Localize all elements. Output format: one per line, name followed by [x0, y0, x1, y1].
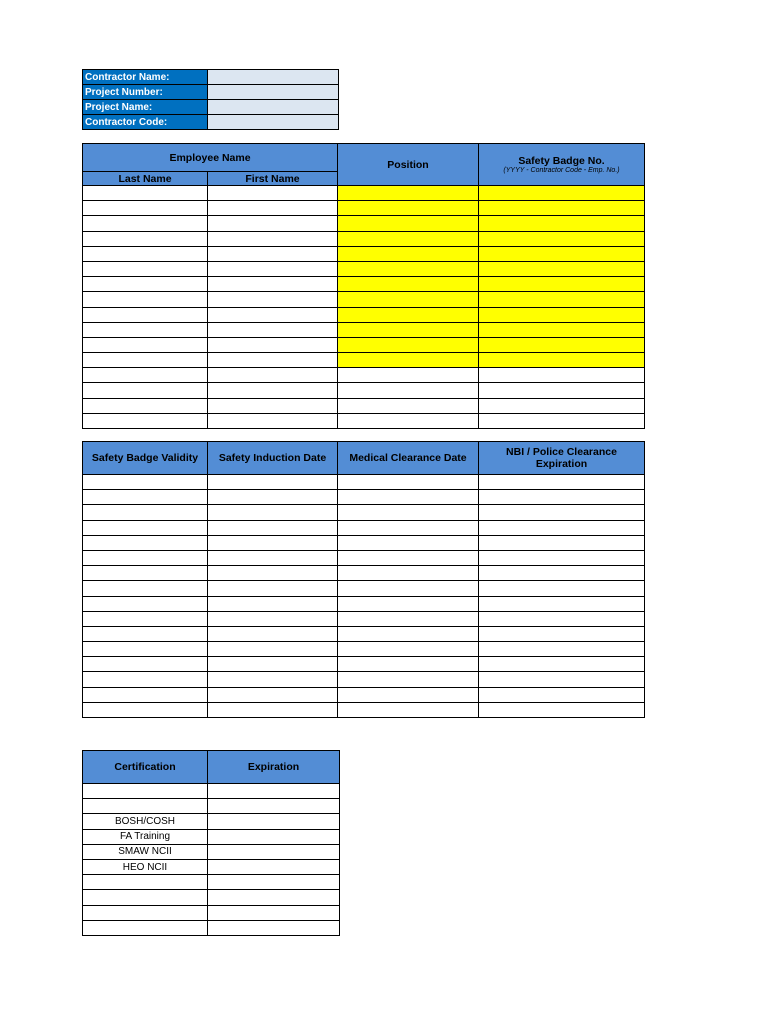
induction-date-cell[interactable] [208, 611, 338, 626]
employee-row [83, 216, 645, 231]
validity-row [83, 596, 645, 611]
medical-clearance-cell[interactable] [338, 535, 479, 550]
position-cell[interactable] [338, 216, 479, 231]
induction-date-cell[interactable] [208, 642, 338, 657]
badge-validity-cell[interactable] [83, 672, 208, 687]
induction-date-cell[interactable] [208, 657, 338, 672]
last-name-cell[interactable] [83, 398, 208, 413]
last-name-header: Last Name [83, 172, 208, 186]
induction-date-cell[interactable] [208, 475, 338, 490]
last-name-cell[interactable] [83, 307, 208, 322]
last-name-cell[interactable] [83, 216, 208, 231]
certification-name-cell: HEO NCII [83, 859, 208, 874]
certification-row [83, 829, 340, 844]
nbi-clearance-cell[interactable] [479, 687, 645, 702]
last-name-cell[interactable] [83, 322, 208, 337]
nbi-clearance-cell[interactable] [479, 535, 645, 550]
medical-clearance-cell[interactable] [338, 520, 479, 535]
induction-date-cell[interactable] [208, 702, 338, 717]
last-name-cell[interactable] [83, 246, 208, 261]
certification-row [83, 875, 340, 890]
nbi-clearance-cell[interactable] [479, 642, 645, 657]
certification-name-cell [83, 799, 208, 814]
first-name-cell[interactable] [208, 413, 338, 428]
employee-row [83, 383, 645, 398]
certification-expiration-cell[interactable] [208, 784, 340, 799]
induction-date-cell[interactable] [208, 550, 338, 565]
validity-row [83, 535, 645, 550]
employee-row [83, 398, 645, 413]
first-name-cell[interactable] [208, 322, 338, 337]
badge-number-cell[interactable] [479, 292, 645, 307]
badge-validity-cell[interactable] [83, 642, 208, 657]
badge-number-cell[interactable] [479, 337, 645, 352]
medical-clearance-cell[interactable] [338, 672, 479, 687]
validity-row [83, 611, 645, 626]
certification-row [83, 844, 340, 859]
project-name-field[interactable] [208, 100, 339, 115]
medical-clearance-cell[interactable] [338, 642, 479, 657]
certification-name-cell: FA Training [83, 829, 208, 844]
medical-clearance-header: Medical Clearance Date [338, 442, 479, 475]
employee-row [83, 368, 645, 383]
project-number-row [83, 85, 339, 100]
medical-clearance-cell[interactable] [338, 581, 479, 596]
first-name-cell[interactable] [208, 353, 338, 368]
last-name-cell[interactable] [83, 201, 208, 216]
badge-validity-cell[interactable] [83, 490, 208, 505]
medical-clearance-cell[interactable] [338, 596, 479, 611]
nbi-clearance-cell[interactable] [479, 475, 645, 490]
position-cell[interactable] [338, 398, 479, 413]
badge-validity-cell[interactable] [83, 520, 208, 535]
badge-number-cell[interactable] [479, 261, 645, 276]
nbi-clearance-cell[interactable] [479, 596, 645, 611]
validity-row [83, 687, 645, 702]
validity-row [83, 490, 645, 505]
employee-row [83, 413, 645, 428]
certification-expiration-cell[interactable] [208, 799, 340, 814]
certification-expiration-cell[interactable] [208, 905, 340, 920]
certification-row [83, 859, 340, 874]
certification-header: Certification [83, 751, 208, 784]
first-name-cell[interactable] [208, 337, 338, 352]
employee-row [83, 307, 645, 322]
validity-table [82, 441, 645, 718]
last-name-cell[interactable] [83, 231, 208, 246]
first-name-cell[interactable] [208, 307, 338, 322]
employee-row [83, 277, 645, 292]
badge-validity-cell[interactable] [83, 626, 208, 641]
medical-clearance-cell[interactable] [338, 626, 479, 641]
badge-validity-cell[interactable] [83, 687, 208, 702]
position-cell[interactable] [338, 383, 479, 398]
nbi-clearance-cell[interactable] [479, 550, 645, 565]
badge-number-cell[interactable] [479, 322, 645, 337]
badge-number-cell[interactable] [479, 383, 645, 398]
certification-expiration-cell[interactable] [208, 814, 340, 829]
certification-name-cell [83, 784, 208, 799]
validity-row [83, 702, 645, 717]
medical-clearance-cell[interactable] [338, 505, 479, 520]
first-name-header: First Name [208, 172, 338, 186]
certification-expiration-cell[interactable] [208, 844, 340, 859]
nbi-clearance-cell[interactable] [479, 657, 645, 672]
validity-row [83, 520, 645, 535]
expiration-header: Expiration [208, 751, 340, 784]
first-name-cell[interactable] [208, 398, 338, 413]
first-name-cell[interactable] [208, 292, 338, 307]
badge-validity-cell[interactable] [83, 657, 208, 672]
badge-validity-cell[interactable] [83, 596, 208, 611]
first-name-cell[interactable] [208, 261, 338, 276]
badge-number-cell[interactable] [479, 368, 645, 383]
last-name-cell[interactable] [83, 261, 208, 276]
employee-name-header: Employee Name [83, 144, 338, 172]
badge-number-cell[interactable] [479, 398, 645, 413]
last-name-cell[interactable] [83, 353, 208, 368]
certification-name-cell [83, 875, 208, 890]
project-name-row [83, 100, 339, 115]
badge-validity-cell[interactable] [83, 566, 208, 581]
nbi-clearance-cell[interactable] [479, 672, 645, 687]
certification-expiration-cell[interactable] [208, 920, 340, 935]
nbi-clearance-cell[interactable] [479, 490, 645, 505]
badge-number-cell[interactable] [479, 353, 645, 368]
contractor-code-field[interactable] [208, 115, 339, 130]
certification-row [83, 784, 340, 799]
first-name-cell[interactable] [208, 383, 338, 398]
position-cell[interactable] [338, 231, 479, 246]
nbi-clearance-cell[interactable] [479, 626, 645, 641]
first-name-cell[interactable] [208, 216, 338, 231]
employee-row [83, 337, 645, 352]
badge-validity-cell[interactable] [83, 702, 208, 717]
position-cell[interactable] [338, 201, 479, 216]
badge-number-cell[interactable] [479, 277, 645, 292]
badge-number-cell[interactable] [479, 216, 645, 231]
employee-row [83, 231, 645, 246]
validity-row [83, 581, 645, 596]
medical-clearance-cell[interactable] [338, 702, 479, 717]
nbi-clearance-cell[interactable] [479, 520, 645, 535]
induction-date-cell[interactable] [208, 626, 338, 641]
position-cell[interactable] [338, 261, 479, 276]
last-name-cell[interactable] [83, 337, 208, 352]
certification-row [83, 890, 340, 905]
badge-number-cell[interactable] [479, 186, 645, 201]
induction-date-cell[interactable] [208, 520, 338, 535]
last-name-cell[interactable] [83, 186, 208, 201]
certification-expiration-cell[interactable] [208, 875, 340, 890]
validity-row [83, 475, 645, 490]
validity-row [83, 642, 645, 657]
induction-date-cell[interactable] [208, 566, 338, 581]
employee-row [83, 246, 645, 261]
validity-row [83, 550, 645, 565]
last-name-cell[interactable] [83, 368, 208, 383]
certification-row [83, 905, 340, 920]
position-cell[interactable] [338, 353, 479, 368]
certification-expiration-cell[interactable] [208, 859, 340, 874]
first-name-cell[interactable] [208, 246, 338, 261]
badge-validity-cell[interactable] [83, 581, 208, 596]
badge-validity-cell[interactable] [83, 550, 208, 565]
badge-validity-cell[interactable] [83, 535, 208, 550]
employee-row [83, 292, 645, 307]
certification-expiration-cell[interactable] [208, 890, 340, 905]
medical-clearance-cell[interactable] [338, 475, 479, 490]
validity-row [83, 657, 645, 672]
nbi-clearance-header: NBI / Police Clearance Expiration [479, 442, 645, 475]
validity-row [83, 626, 645, 641]
induction-date-cell[interactable] [208, 581, 338, 596]
employee-row [83, 322, 645, 337]
certification-name-cell [83, 905, 208, 920]
employee-row [83, 261, 645, 276]
nbi-clearance-cell[interactable] [479, 702, 645, 717]
certification-name-cell [83, 920, 208, 935]
position-cell[interactable] [338, 186, 479, 201]
employee-row [83, 353, 645, 368]
badge-number-cell[interactable] [479, 307, 645, 322]
safety-badge-title: Safety Badge No. [518, 155, 605, 167]
certification-name-cell [83, 890, 208, 905]
nbi-clearance-cell[interactable] [479, 505, 645, 520]
first-name-cell[interactable] [208, 277, 338, 292]
position-cell[interactable] [338, 292, 479, 307]
contractor-name-row [83, 70, 339, 85]
certification-expiration-cell[interactable] [208, 829, 340, 844]
certification-name-cell: SMAW NCII [83, 844, 208, 859]
medical-clearance-cell[interactable] [338, 566, 479, 581]
safety-badge-subtitle: (YYYY - Contractor Code - Emp. No.) [503, 167, 620, 174]
project-number-field[interactable] [208, 85, 339, 100]
employee-row [83, 186, 645, 201]
employee-table [82, 143, 645, 429]
contractor-code-row [83, 115, 339, 130]
last-name-cell[interactable] [83, 413, 208, 428]
position-cell[interactable] [338, 337, 479, 352]
validity-row [83, 566, 645, 581]
badge-number-cell[interactable] [479, 231, 645, 246]
certification-table [82, 750, 340, 936]
medical-clearance-cell[interactable] [338, 657, 479, 672]
contractor-name-field[interactable] [208, 70, 339, 85]
medical-clearance-cell[interactable] [338, 550, 479, 565]
contractor-code-label: Contractor Code: [83, 115, 208, 130]
validity-row [83, 672, 645, 687]
last-name-cell[interactable] [83, 277, 208, 292]
contractor-info-table [82, 69, 339, 130]
induction-date-cell[interactable] [208, 672, 338, 687]
certification-row [83, 920, 340, 935]
last-name-cell[interactable] [83, 292, 208, 307]
validity-row [83, 505, 645, 520]
first-name-cell[interactable] [208, 186, 338, 201]
certification-row [83, 814, 340, 829]
last-name-cell[interactable] [83, 383, 208, 398]
nbi-clearance-cell[interactable] [479, 581, 645, 596]
nbi-clearance-cell[interactable] [479, 566, 645, 581]
position-cell[interactable] [338, 246, 479, 261]
certification-row [83, 799, 340, 814]
badge-validity-header: Safety Badge Validity [83, 442, 208, 475]
employee-row [83, 201, 645, 216]
induction-date-cell[interactable] [208, 490, 338, 505]
induction-date-header: Safety Induction Date [208, 442, 338, 475]
first-name-cell[interactable] [208, 201, 338, 216]
medical-clearance-cell[interactable] [338, 611, 479, 626]
project-number-label: Project Number: [83, 85, 208, 100]
badge-validity-cell[interactable] [83, 475, 208, 490]
position-cell[interactable] [338, 307, 479, 322]
badge-number-cell[interactable] [479, 201, 645, 216]
medical-clearance-cell[interactable] [338, 687, 479, 702]
induction-date-cell[interactable] [208, 535, 338, 550]
position-header: Position [338, 144, 479, 186]
induction-date-cell[interactable] [208, 596, 338, 611]
position-cell[interactable] [338, 368, 479, 383]
badge-validity-cell[interactable] [83, 505, 208, 520]
position-cell[interactable] [338, 277, 479, 292]
certification-name-cell: BOSH/COSH [83, 814, 208, 829]
safety-badge-header [479, 144, 645, 186]
medical-clearance-cell[interactable] [338, 490, 479, 505]
project-name-label: Project Name: [83, 100, 208, 115]
induction-date-cell[interactable] [208, 687, 338, 702]
first-name-cell[interactable] [208, 368, 338, 383]
nbi-clearance-cell[interactable] [479, 611, 645, 626]
position-cell[interactable] [338, 322, 479, 337]
badge-number-cell[interactable] [479, 413, 645, 428]
badge-validity-cell[interactable] [83, 611, 208, 626]
contractor-name-label: Contractor Name: [83, 70, 208, 85]
first-name-cell[interactable] [208, 231, 338, 246]
position-cell[interactable] [338, 413, 479, 428]
induction-date-cell[interactable] [208, 505, 338, 520]
badge-number-cell[interactable] [479, 246, 645, 261]
